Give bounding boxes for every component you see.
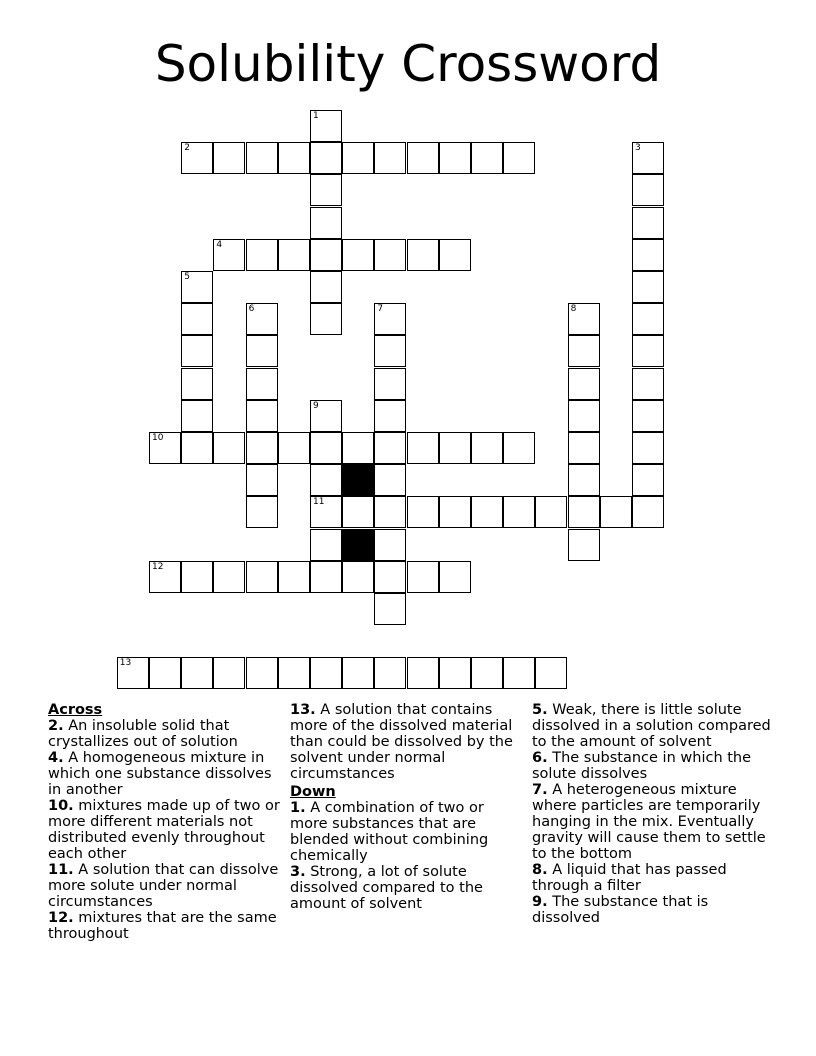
grid-cell[interactable] [342, 561, 374, 593]
down-clue-7[interactable]: 7. A heterogeneous mixture where particles are temporarily hanging in the mix. Eventually gravity will cause them to settle to the bottom [532, 782, 766, 862]
grid-cell[interactable] [632, 239, 664, 271]
grid-cell[interactable] [246, 303, 278, 335]
grid-cell[interactable] [374, 335, 406, 367]
grid-cell[interactable] [213, 142, 245, 174]
across-clue-13[interactable]: 13. A solution that contains more of the dissolved material than could be dissolved by the solvent under normal circumstances [290, 702, 513, 782]
across-clue-12[interactable]: 12. mixtures that are the same throughout [48, 910, 277, 942]
grid-cell[interactable] [310, 142, 342, 174]
grid-cell[interactable] [439, 657, 471, 689]
clue-number: 9 [313, 400, 319, 411]
grid-cell[interactable] [535, 496, 567, 528]
grid-cell[interactable] [213, 561, 245, 593]
clue-number: 5 [184, 272, 190, 282]
grid-cell[interactable] [310, 464, 342, 496]
grid-cell[interactable] [407, 561, 439, 593]
grid-cell[interactable] [278, 239, 310, 271]
grid-cell[interactable] [568, 368, 600, 400]
grid-cell[interactable] [246, 142, 278, 174]
grid-cell[interactable] [181, 142, 213, 174]
grid-cell[interactable] [374, 593, 406, 625]
grid-cell[interactable] [632, 496, 664, 528]
grid-cell[interactable] [568, 464, 600, 496]
grid-cell[interactable] [568, 496, 600, 528]
grid-cell[interactable] [342, 496, 374, 528]
grid-cell[interactable] [246, 239, 278, 271]
grid-cell[interactable] [632, 303, 664, 335]
grid-cell[interactable] [246, 657, 278, 689]
page-title: Solubility Crossword [154, 35, 662, 93]
down-clue-9[interactable]: 9. The substance that is dissolved [532, 894, 709, 926]
grid-cell[interactable] [632, 207, 664, 239]
grid-cell[interactable] [149, 657, 181, 689]
grid-cell[interactable] [246, 561, 278, 593]
grid-cell[interactable] [632, 368, 664, 400]
grid-cell[interactable] [213, 239, 245, 271]
grid-cell[interactable] [181, 368, 213, 400]
grid-cell[interactable] [407, 432, 439, 464]
grid-cell[interactable] [310, 400, 342, 432]
grid-cell[interactable] [471, 657, 503, 689]
grid-cell[interactable] [632, 432, 664, 464]
grid-cell[interactable] [278, 561, 310, 593]
grid-cell[interactable] [181, 657, 213, 689]
grid-cell[interactable] [568, 529, 600, 561]
grid-cell[interactable] [117, 657, 149, 689]
grid-cell[interactable] [246, 496, 278, 528]
grid-cell[interactable] [471, 142, 503, 174]
grid-cell[interactable] [374, 464, 406, 496]
grid-cell[interactable] [342, 239, 374, 271]
down-clue-6[interactable]: 6. The substance in which the solute dissolves [532, 750, 752, 782]
grid-cell[interactable] [213, 657, 245, 689]
grid-cell[interactable] [246, 464, 278, 496]
clue-number: 12 [152, 561, 164, 572]
grid-cell[interactable] [568, 335, 600, 367]
grid-cell[interactable] [471, 496, 503, 528]
grid-cell[interactable] [374, 303, 406, 335]
grid-cell[interactable] [374, 239, 406, 271]
grid-cell[interactable] [632, 142, 664, 174]
grid-cell[interactable] [181, 335, 213, 367]
grid-cell[interactable] [342, 657, 374, 689]
clue-number: 6 [248, 304, 255, 315]
grid-cell[interactable] [503, 142, 535, 174]
clue-number: 11 [313, 497, 325, 508]
grid-cell[interactable] [246, 335, 278, 367]
grid-cell[interactable] [181, 432, 213, 464]
clues-column-1 [48, 700, 284, 942]
grid-cell[interactable] [407, 496, 439, 528]
down-heading: Down [290, 784, 336, 800]
grid-cell[interactable] [278, 657, 310, 689]
grid-cell[interactable] [374, 142, 406, 174]
grid-cell[interactable] [632, 400, 664, 432]
grid-cell[interactable] [439, 432, 471, 464]
clue-number: 8 [570, 304, 577, 315]
grid-cell[interactable] [181, 303, 213, 335]
grid-cell[interactable] [632, 335, 664, 367]
grid-cell[interactable] [632, 271, 664, 303]
grid-cell[interactable] [568, 303, 600, 335]
grid-cell[interactable] [278, 432, 310, 464]
down-clue-5[interactable]: 5. Weak, there is little solute dissolved in a solution compared to the amount of solvent [532, 702, 771, 750]
clue-number: 2 [184, 143, 190, 154]
clue-number: 3 [635, 143, 641, 154]
grid-cell[interactable] [310, 207, 342, 239]
grid-cell[interactable] [310, 303, 342, 335]
grid-cell[interactable] [149, 561, 181, 593]
grid-cell[interactable] [310, 239, 342, 271]
grid-cell[interactable] [310, 496, 342, 528]
grid-cell[interactable] [471, 432, 503, 464]
grid-cell[interactable] [181, 271, 213, 303]
grid-cell[interactable] [600, 496, 632, 528]
across-heading: Across [48, 702, 103, 718]
grid-cell[interactable] [310, 561, 342, 593]
grid-cell[interactable] [149, 432, 181, 464]
grid-cell[interactable] [503, 496, 535, 528]
grid-cell[interactable] [439, 561, 471, 593]
grid-cell[interactable] [374, 400, 406, 432]
grid-cell[interactable] [503, 657, 535, 689]
grid-cell[interactable] [246, 368, 278, 400]
grid-cell[interactable] [632, 464, 664, 496]
grid-cell[interactable] [439, 239, 471, 271]
grid-cell[interactable] [374, 432, 406, 464]
clue-number: 13 [119, 658, 132, 669]
grid-cell[interactable] [374, 368, 406, 400]
grid-cell[interactable] [213, 432, 245, 464]
down-clue-1[interactable]: 1. A combination of two or more substances that are blended without combining chemically [290, 800, 489, 864]
grid-cell[interactable] [503, 432, 535, 464]
across-clue-4[interactable]: 4. A homogeneous mixture in which one substance dissolves in another [48, 750, 272, 798]
clues-column-3 [532, 700, 772, 926]
clue-number: 10 [152, 433, 164, 443]
grid-cell[interactable] [342, 432, 374, 464]
across-clue-11[interactable]: 11. A solution that can dissolve more solute under normal circumstances [48, 862, 279, 910]
grid-cell[interactable] [632, 174, 664, 206]
grid-cell[interactable] [374, 496, 406, 528]
grid-cell[interactable] [278, 142, 310, 174]
grid-cell[interactable] [374, 561, 406, 593]
across-clue-10[interactable]: 10. mixtures made up of two or more different materials not distributed evenly throughout each other [48, 798, 280, 862]
grid-cell[interactable] [310, 432, 342, 464]
grid-cell[interactable] [246, 432, 278, 464]
grid-cell[interactable] [439, 142, 471, 174]
clues-column-2 [290, 700, 526, 912]
grid-cell[interactable] [246, 400, 278, 432]
across-clue-2[interactable]: 2. An insoluble solid that crystallizes out of solution [48, 718, 238, 750]
down-clue-8[interactable]: 8. A liquid that has passed through a filter [532, 862, 727, 894]
grid-cell[interactable] [535, 657, 567, 689]
grid-cell[interactable] [310, 657, 342, 689]
grid-cell[interactable] [568, 400, 600, 432]
down-clue-3[interactable]: 3. Strong, a lot of solute dissolved compared to the amount of solvent [290, 864, 483, 912]
black-square [342, 529, 374, 561]
black-square [342, 464, 374, 496]
grid-cell[interactable] [310, 174, 342, 206]
grid-cell[interactable] [568, 432, 600, 464]
grid-cell[interactable] [407, 142, 439, 174]
grid-cell[interactable] [374, 529, 406, 561]
grid-cell[interactable] [310, 110, 342, 142]
grid-cell[interactable] [181, 561, 213, 593]
grid-cell[interactable] [374, 657, 406, 689]
grid-cell[interactable] [407, 239, 439, 271]
grid-cell[interactable] [310, 529, 342, 561]
grid-cell[interactable] [439, 496, 471, 528]
grid-cell[interactable] [181, 400, 213, 432]
grid-cell[interactable] [407, 657, 439, 689]
clue-number: 4 [216, 239, 223, 250]
grid-cell[interactable] [342, 142, 374, 174]
grid-cell[interactable] [310, 271, 342, 303]
clue-number: 1 [313, 111, 319, 121]
clue-number: 7 [377, 304, 384, 315]
